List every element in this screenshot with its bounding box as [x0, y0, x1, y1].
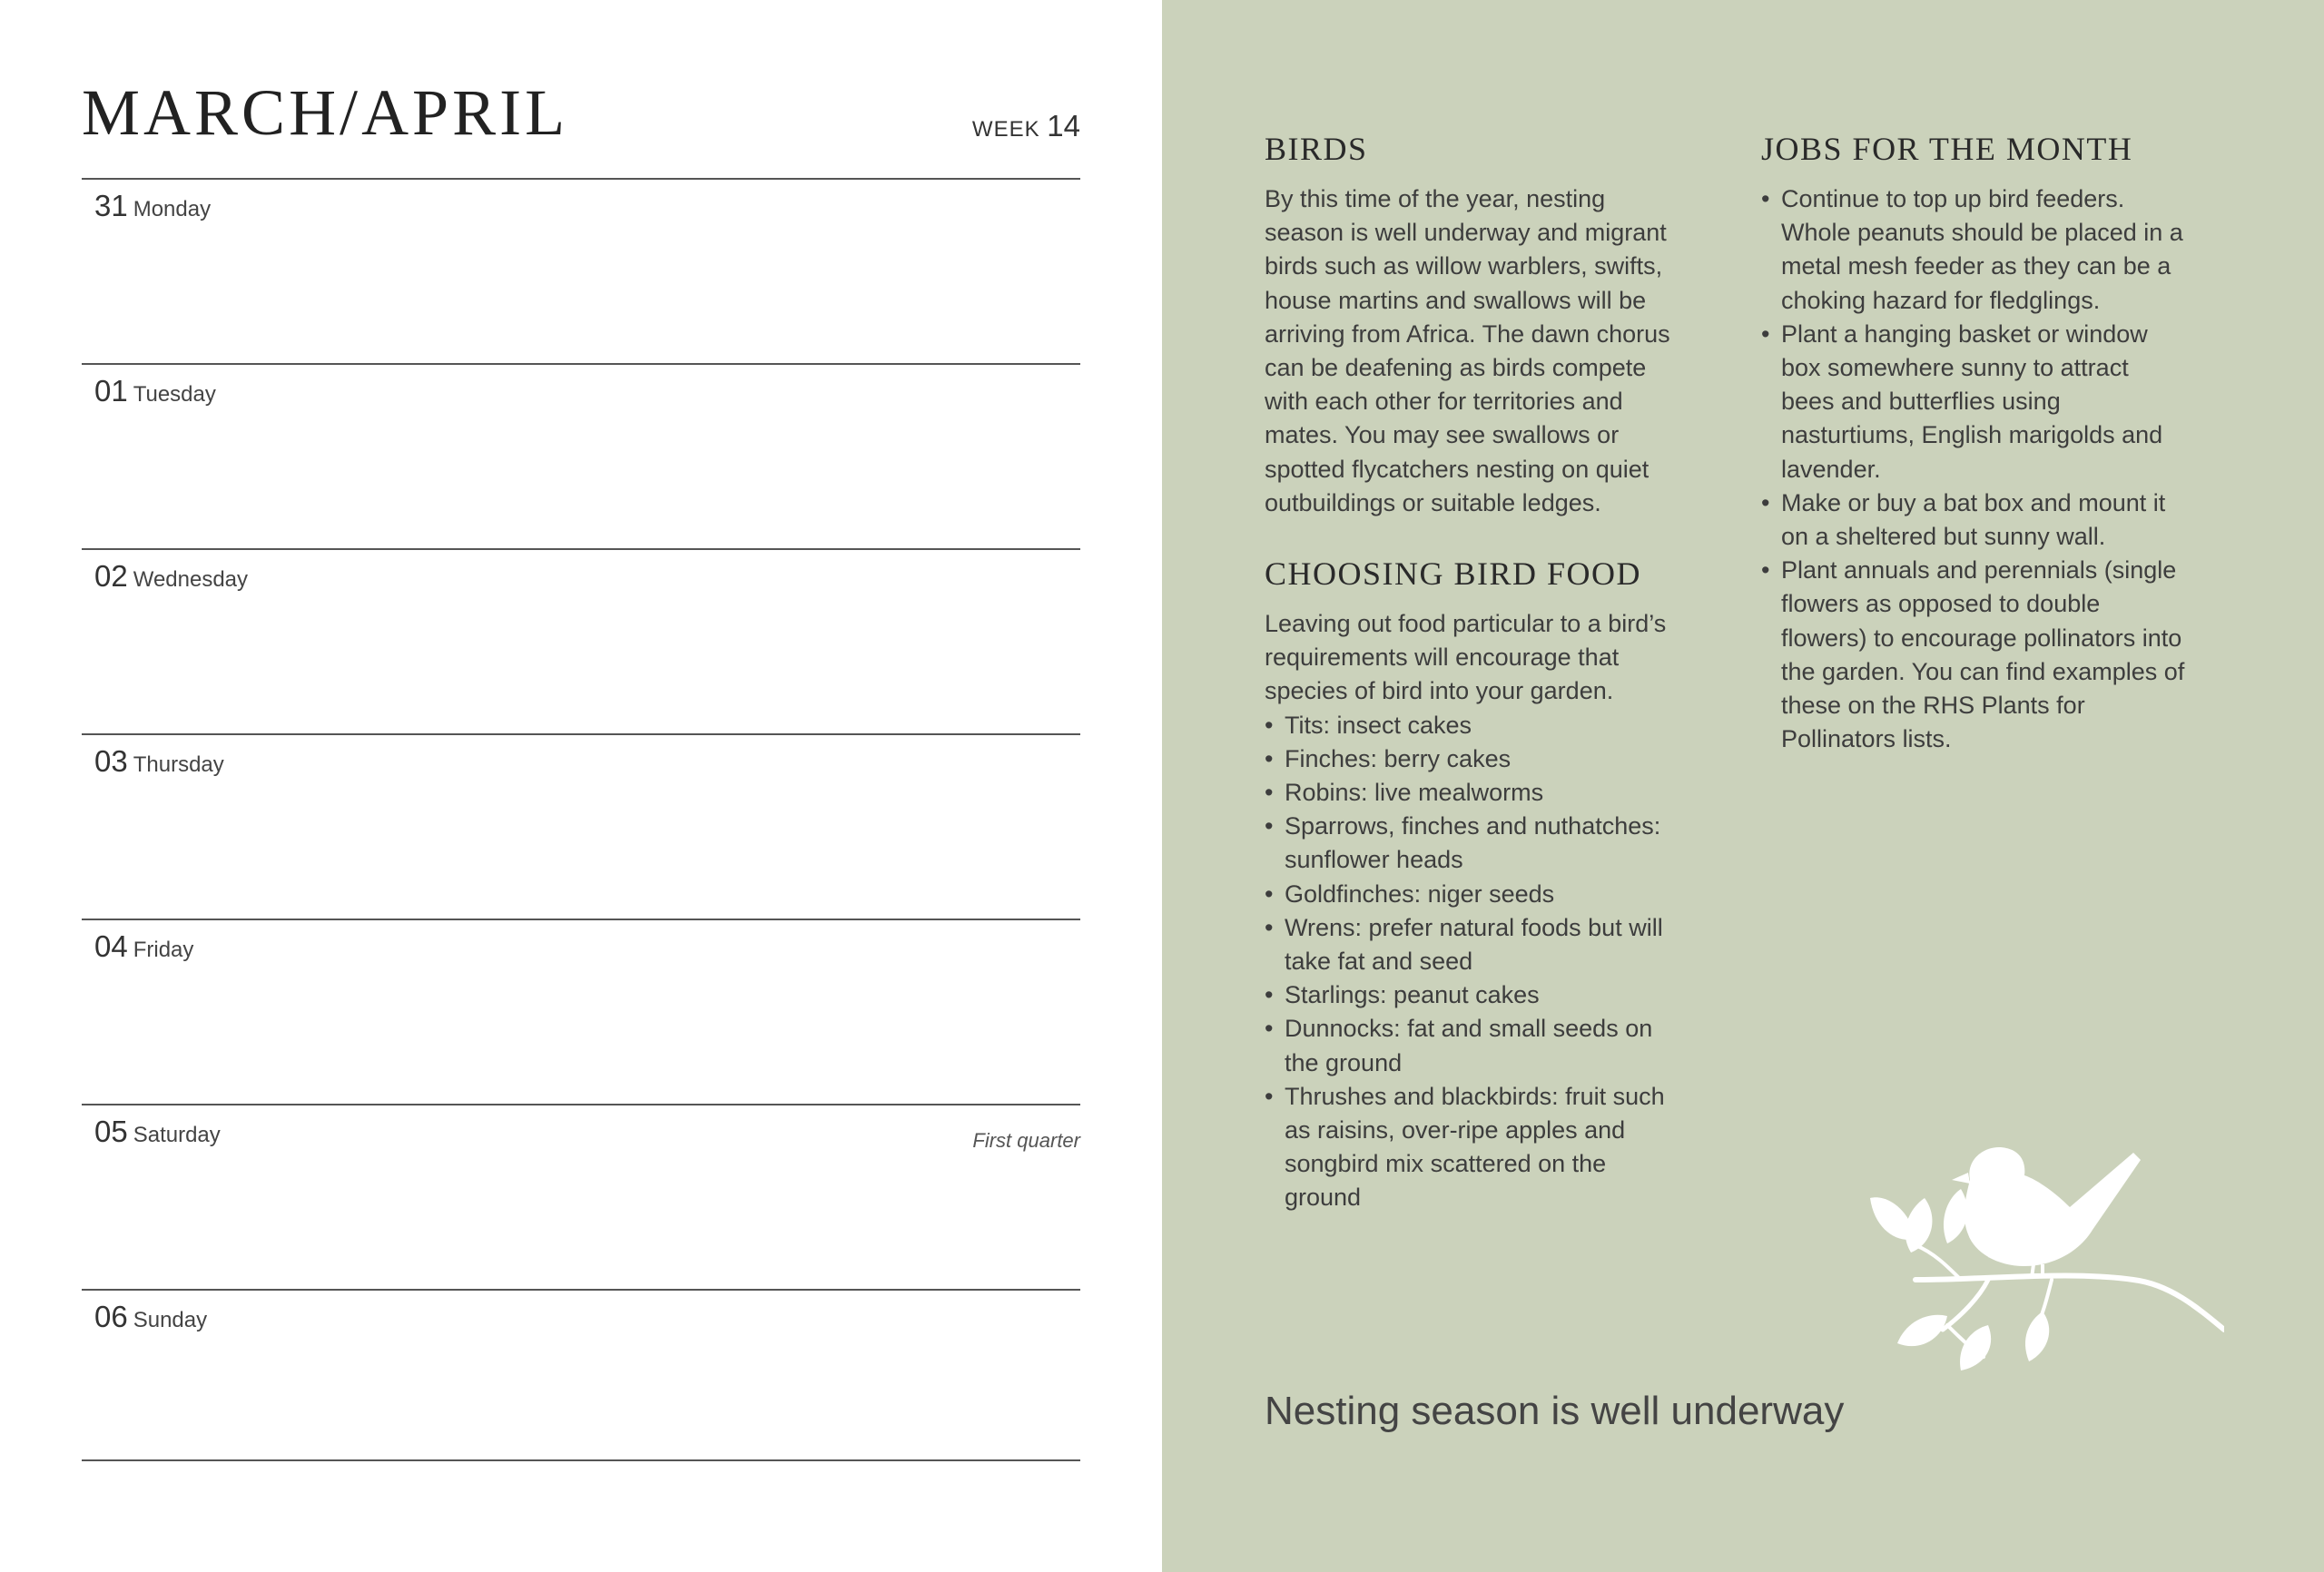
day-number: 02 [94, 559, 128, 593]
week-label [972, 109, 1080, 143]
bird-food-intro: Leaving out food particular to a bird’s requirements will encourage that species of bird into your garden. [1265, 610, 1667, 705]
jobs-list [1761, 182, 2188, 756]
day-entry-tuesday[interactable] [82, 363, 1080, 548]
day-name: Thursday [133, 752, 224, 777]
birds-body: By this time of the year, nesting season is well underway and migrant birds such as willow warblers, swifts, house martins and swallows will be arriving from Africa. The dawn chorus can be deafening as birds compete with each other for territories and mates. You may see swallows or spotted flycatchers nesting on quiet outbuildings or suitable ledges. [1265, 185, 1670, 516]
list-item: • Wrens: prefer natural foods but will take fat and seed [1265, 911, 1673, 978]
bird-food-heading: CHOOSING BIRD FOOD [1265, 555, 1642, 592]
day-name: Tuesday [133, 382, 216, 407]
day-header [94, 559, 248, 594]
day-header [94, 1115, 221, 1149]
list-item: • Tits: insect cakes [1265, 709, 1673, 742]
bird-food-section [1265, 607, 1673, 1215]
list-item: • Dunnocks: fat and small seeds on the ground [1265, 1012, 1673, 1079]
list-item: • Plant annuals and perennials (single flowers as opposed to double flowers) to encourage pollinators into the garden. You can find examples of these on the RHS Plants for Pollinators lists. [1761, 554, 2188, 756]
day-name: Wednesday [133, 567, 249, 592]
day-entry-wednesday[interactable] [82, 548, 1080, 733]
jobs-heading: JOBS FOR THE MONTH [1761, 131, 2133, 167]
list-item: • Plant a hanging basket or window box somewhere sunny to attract bees and butterflies using nasturtiums, English marigolds and lavender. [1761, 318, 2188, 486]
week-number: 14 [1047, 109, 1080, 142]
tagline: Nesting season is well underway [1265, 1389, 1845, 1433]
moon-phase-note: First quarter [972, 1129, 1080, 1152]
day-entry-thursday[interactable] [82, 733, 1080, 919]
day-number: 05 [94, 1115, 128, 1148]
day-number: 04 [94, 929, 128, 963]
day-number: 01 [94, 374, 128, 408]
day-number: 31 [94, 189, 128, 222]
list-item: • Starlings: peanut cakes [1265, 978, 1673, 1012]
day-name: Saturday [133, 1123, 221, 1147]
list-item: • Continue to top up bird feeders. Whole peanuts should be placed in a metal mesh feeder as they can be a choking hazard for fledglings. [1761, 182, 2188, 318]
day-name: Friday [133, 938, 194, 962]
bird-on-branch-icon [1861, 1144, 2224, 1380]
day-entry-monday[interactable] [82, 178, 1080, 363]
month-title: MARCH/APRIL [82, 76, 569, 149]
day-number: 06 [94, 1300, 128, 1333]
birds-heading: BIRDS [1265, 131, 1368, 167]
day-header [94, 929, 193, 964]
day-entry-friday[interactable] [82, 919, 1080, 1104]
day-list [82, 178, 1080, 1461]
diary-right-page [1162, 0, 2324, 1572]
day-number: 03 [94, 744, 128, 778]
day-header [94, 744, 224, 779]
list-item: • Make or buy a bat box and mount it on a sheltered but sunny wall. [1761, 486, 2188, 554]
day-header [94, 189, 211, 223]
list-item: • Sparrows, finches and nuthatches: sunflower heads [1265, 810, 1673, 877]
day-entry-saturday[interactable] [82, 1104, 1080, 1289]
list-item: • Goldfinches: niger seeds [1265, 878, 1673, 911]
day-header [94, 374, 216, 408]
list-item: • Robins: live mealworms [1265, 776, 1673, 810]
day-name: Sunday [133, 1308, 208, 1332]
bird-food-list [1265, 709, 1673, 1215]
week-label-text: WEEK [971, 117, 1040, 142]
list-item: • Finches: berry cakes [1265, 742, 1673, 776]
day-name: Monday [133, 197, 212, 221]
list-item: • Thrushes and blackbirds: fruit such as raisins, over-ripe apples and songbird mix scattered on the ground [1265, 1080, 1673, 1215]
day-entry-sunday[interactable] [82, 1289, 1080, 1461]
day-header [94, 1300, 207, 1334]
